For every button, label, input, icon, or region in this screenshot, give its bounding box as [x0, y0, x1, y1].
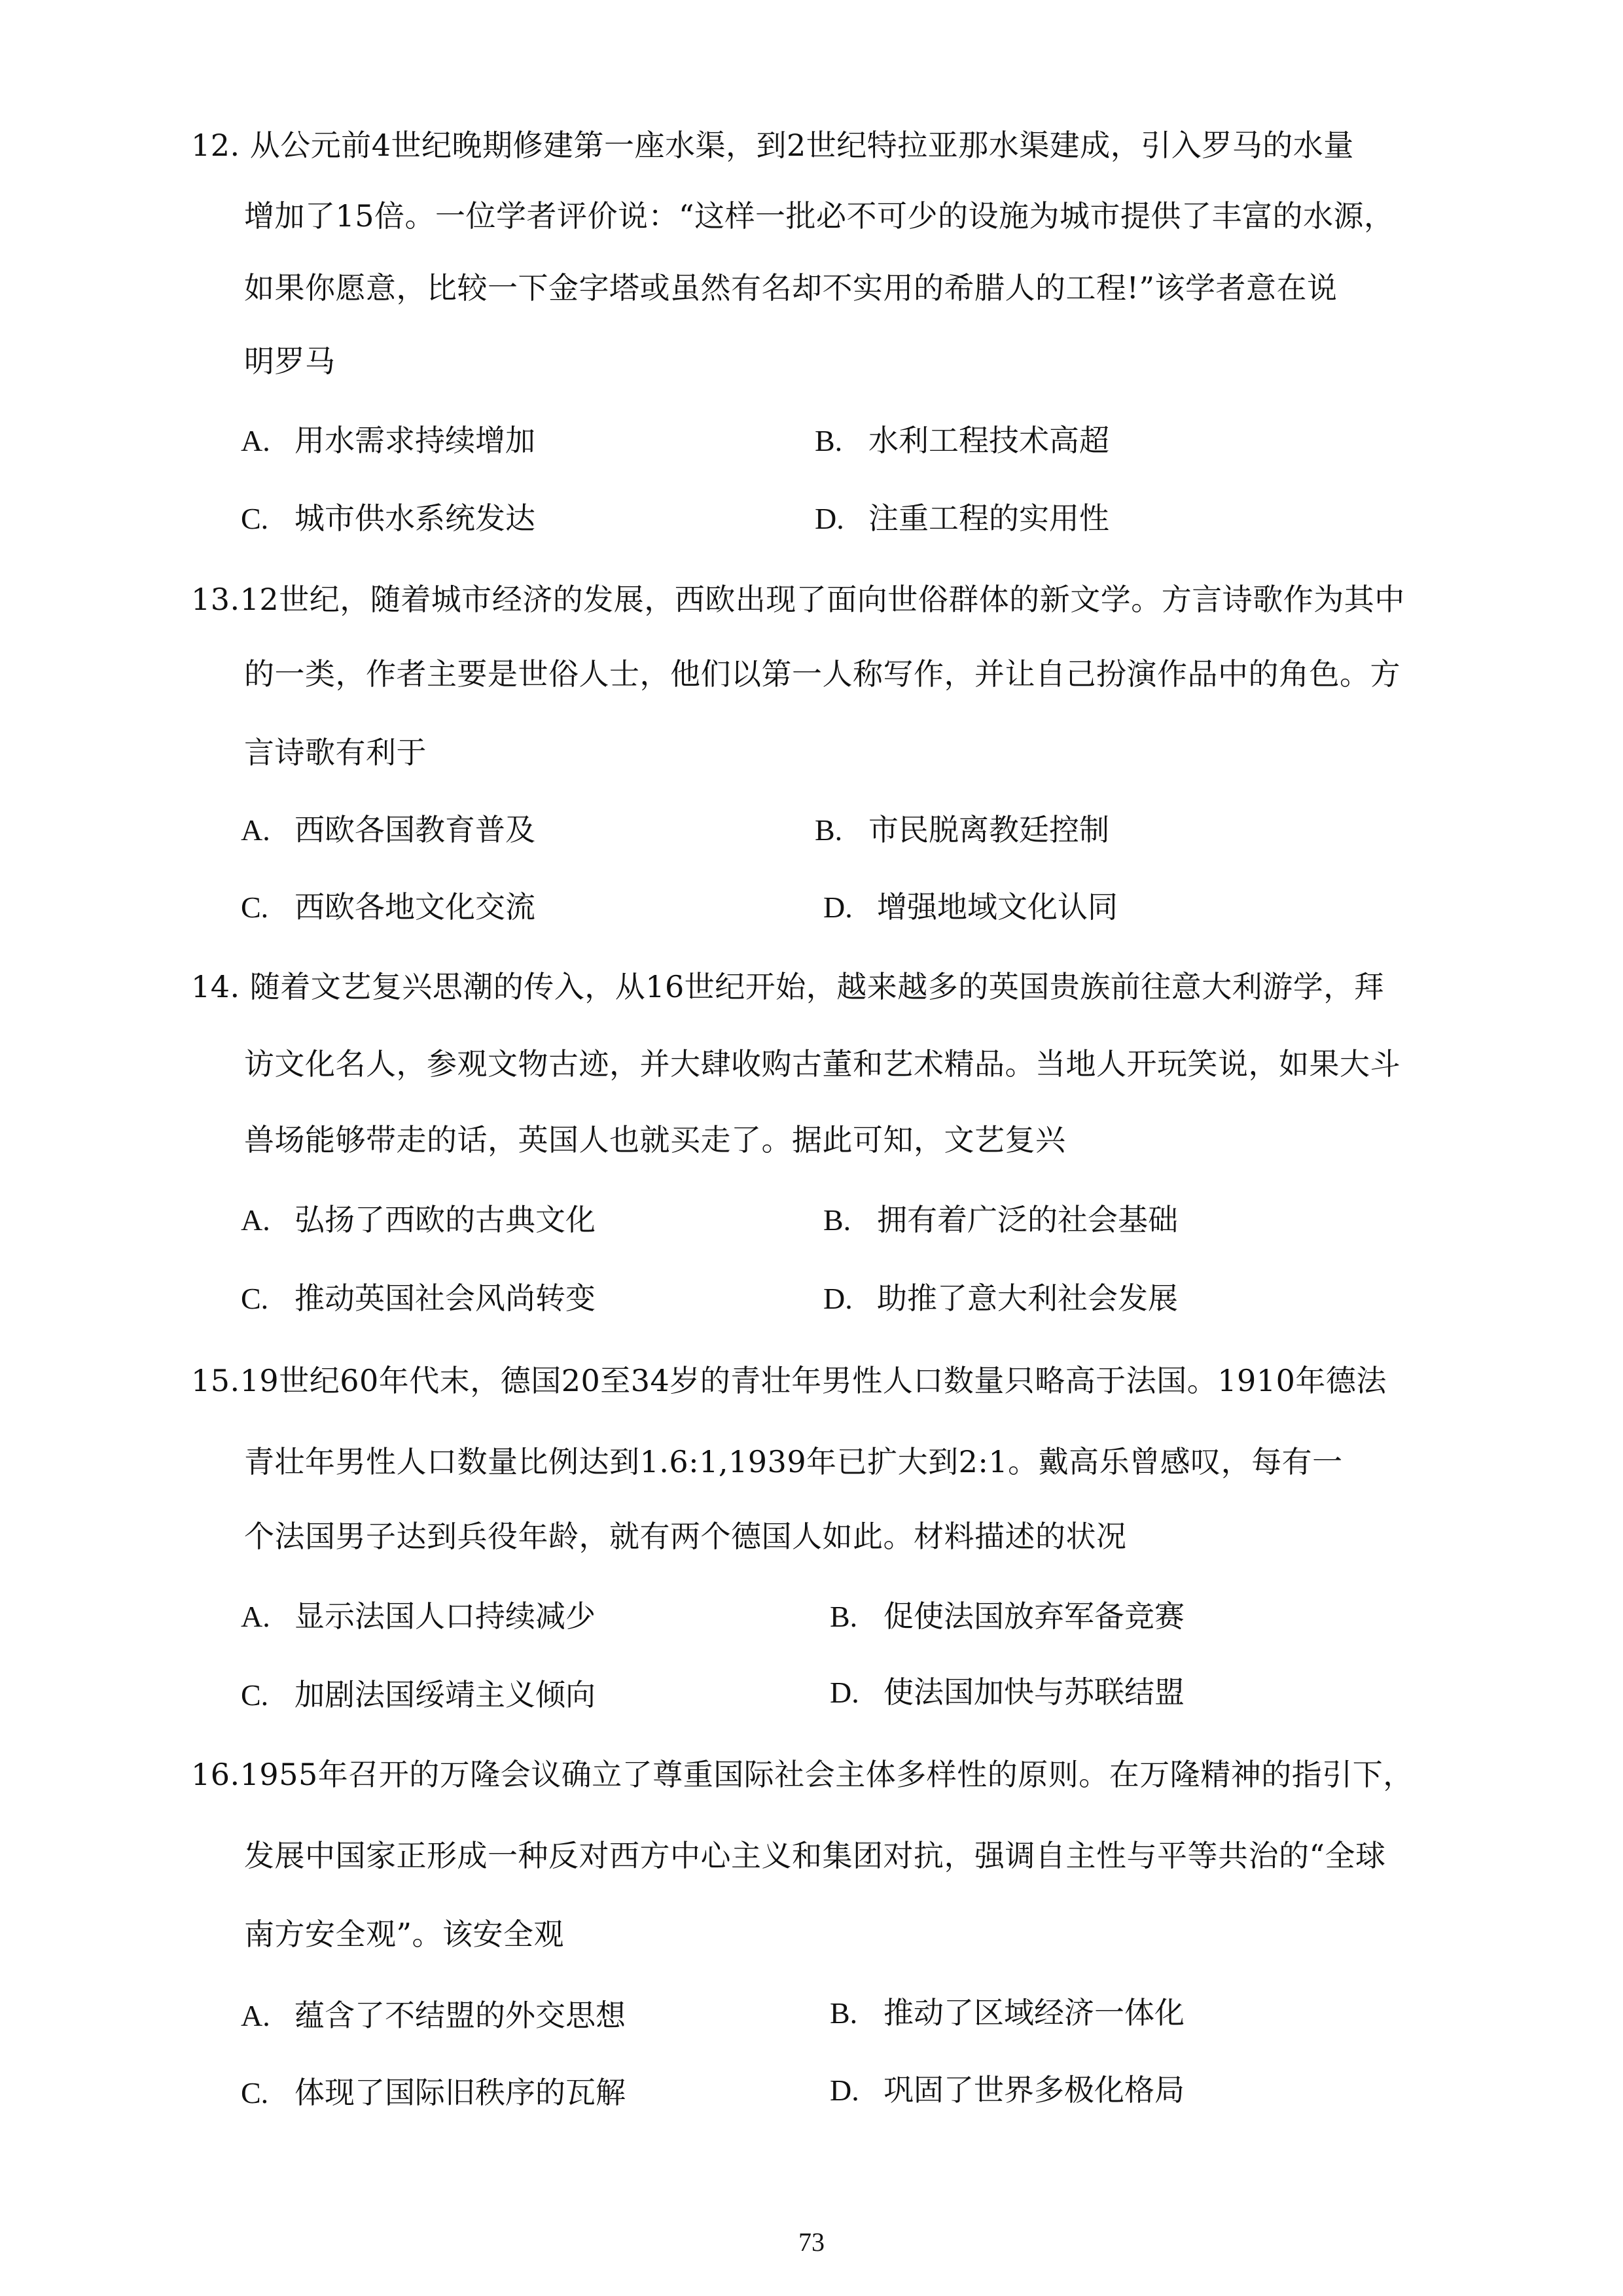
option-letter: A.	[241, 813, 270, 847]
q16-option-c[interactable]	[241, 2073, 626, 2113]
option-text: 推动英国社会风尚转变	[294, 1280, 596, 1316]
option-letter: A.	[241, 1999, 270, 2032]
option-letter: D.	[830, 1676, 859, 1709]
option-letter: B.	[830, 1600, 858, 1633]
option-text: 体现了国际旧秩序的瓦解	[294, 2075, 626, 2110]
q16-line-3: 南方安全观”。该安全观	[244, 1916, 565, 1952]
option-letter: D.	[815, 502, 844, 535]
option-text: 西欧各国教育普及	[294, 812, 535, 847]
q15-line-3: 个法国男子达到兵役年龄，就有两个德国人如此。材料描述的状况	[244, 1519, 1127, 1554]
option-text: 水利工程技术高超	[868, 423, 1109, 458]
option-letter: B.	[830, 1996, 858, 2030]
q13-option-d[interactable]	[823, 887, 1118, 927]
q12-option-d[interactable]	[815, 499, 1109, 539]
q15-option-c[interactable]	[241, 1675, 596, 1715]
q16-line-2: 发展中国家正形成一种反对西方中心主义和集团对抗，强调自主性与平等共治的“全球	[244, 1838, 1386, 1873]
option-text: 城市供水系统发达	[294, 501, 535, 536]
q16-option-a[interactable]	[241, 1996, 626, 2036]
q14-option-b[interactable]	[823, 1200, 1178, 1240]
q15-option-b[interactable]	[830, 1597, 1185, 1636]
option-letter: C.	[241, 1282, 269, 1315]
option-letter: D.	[823, 1282, 853, 1315]
q13-line-3: 言诗歌有利于	[244, 735, 427, 770]
q12-line-1: 12. 从公元前4世纪晚期修建第一座水渠，到2世纪特拉亚那水渠建成，引入罗马的水量	[191, 128, 1354, 163]
q14-option-a[interactable]	[241, 1200, 596, 1240]
page-number: 73	[798, 2227, 825, 2257]
option-letter: B.	[823, 1203, 851, 1237]
option-text: 蕴含了不结盟的外交思想	[294, 1998, 626, 2033]
q16-line-1: 16.1955年召开的万隆会议确立了尊重国际社会主体多样性的原则。在万隆精神的指引下，	[191, 1757, 1414, 1792]
option-letter: D.	[823, 891, 853, 924]
option-text: 助推了意大利社会发展	[877, 1280, 1178, 1316]
option-text: 注重工程的实用性	[868, 501, 1109, 536]
option-text: 加剧法国绥靖主义倾向	[294, 1677, 596, 1712]
q15-option-d[interactable]	[830, 1672, 1185, 1712]
q16-option-b[interactable]	[830, 1993, 1185, 2033]
option-text: 西欧各地文化交流	[294, 889, 535, 925]
option-letter: C.	[241, 1678, 269, 1712]
option-text: 市民脱离教廷控制	[868, 812, 1109, 847]
option-letter: A.	[241, 1600, 270, 1633]
q14-line-1: 14. 随着文艺复兴思潮的传入，从16世纪开始，越来越多的英国贵族前往意大利游学，拜	[191, 969, 1385, 1004]
q15-option-a[interactable]	[241, 1597, 596, 1636]
q14-option-d[interactable]	[823, 1279, 1178, 1318]
option-letter: A.	[241, 424, 270, 457]
q13-option-c[interactable]	[241, 887, 535, 927]
q14-line-2: 访文化名人，参观文物古迹，并大肆收购古董和艺术精品。当地人开玩笑说，如果大斗	[244, 1046, 1400, 1082]
q12-line-3: 如果你愿意，比较一下金字塔或虽然有名却不实用的希腊人的工程!”该学者意在说	[244, 270, 1338, 306]
option-letter: C.	[241, 502, 269, 535]
q15-line-2: 青壮年男性人口数量比例达到1.6:1,1939年已扩大到2:1。戴高乐曾感叹，每有一	[244, 1444, 1343, 1479]
option-text: 显示法国人口持续减少	[294, 1598, 596, 1634]
option-text: 拥有着广泛的社会基础	[877, 1202, 1178, 1237]
q13-option-b[interactable]	[815, 810, 1109, 850]
q15-line-1: 15.19世纪60年代末，德国20至34岁的青壮年男性人口数量只略高于法国。1910年德法	[191, 1363, 1387, 1398]
q12-line-4: 明罗马	[244, 344, 336, 379]
option-text: 使法国加快与苏联结盟	[883, 1674, 1185, 1710]
q13-option-a[interactable]	[241, 810, 535, 850]
option-letter: D.	[830, 2074, 859, 2107]
q12-line-2: 增加了15倍。一位学者评价说：“这样一批必不可少的设施为城市提供了丰富的水源，	[244, 198, 1395, 234]
q14-line-3: 兽场能够带走的话，英国人也就买走了。据此可知，文艺复兴	[244, 1122, 1066, 1157]
option-text: 用水需求持续增加	[294, 423, 535, 458]
q12-option-c[interactable]	[241, 499, 535, 539]
option-letter: B.	[815, 424, 843, 457]
q13-line-1: 13.12世纪，随着城市经济的发展，西欧出现了面向世俗群体的新文学。方言诗歌作为其中	[191, 582, 1405, 617]
q14-option-c[interactable]	[241, 1279, 596, 1318]
option-letter: C.	[241, 891, 269, 924]
q16-option-d[interactable]	[830, 2070, 1185, 2110]
option-text: 增强地域文化认同	[877, 889, 1118, 925]
q12-option-b[interactable]	[815, 421, 1109, 461]
option-letter: C.	[241, 2076, 269, 2110]
option-letter: A.	[241, 1203, 270, 1237]
option-text: 巩固了世界多极化格局	[883, 2072, 1185, 2108]
q12-option-a[interactable]	[241, 421, 535, 461]
q13-line-2: 的一类，作者主要是世俗人士，他们以第一人称写作，并让自己扮演作品中的角色。方	[244, 656, 1400, 692]
option-text: 促使法国放弃军备竞赛	[883, 1598, 1185, 1634]
option-letter: B.	[815, 813, 843, 847]
option-text: 弘扬了西欧的古典文化	[294, 1202, 596, 1237]
option-text: 推动了区域经济一体化	[883, 1995, 1185, 2030]
